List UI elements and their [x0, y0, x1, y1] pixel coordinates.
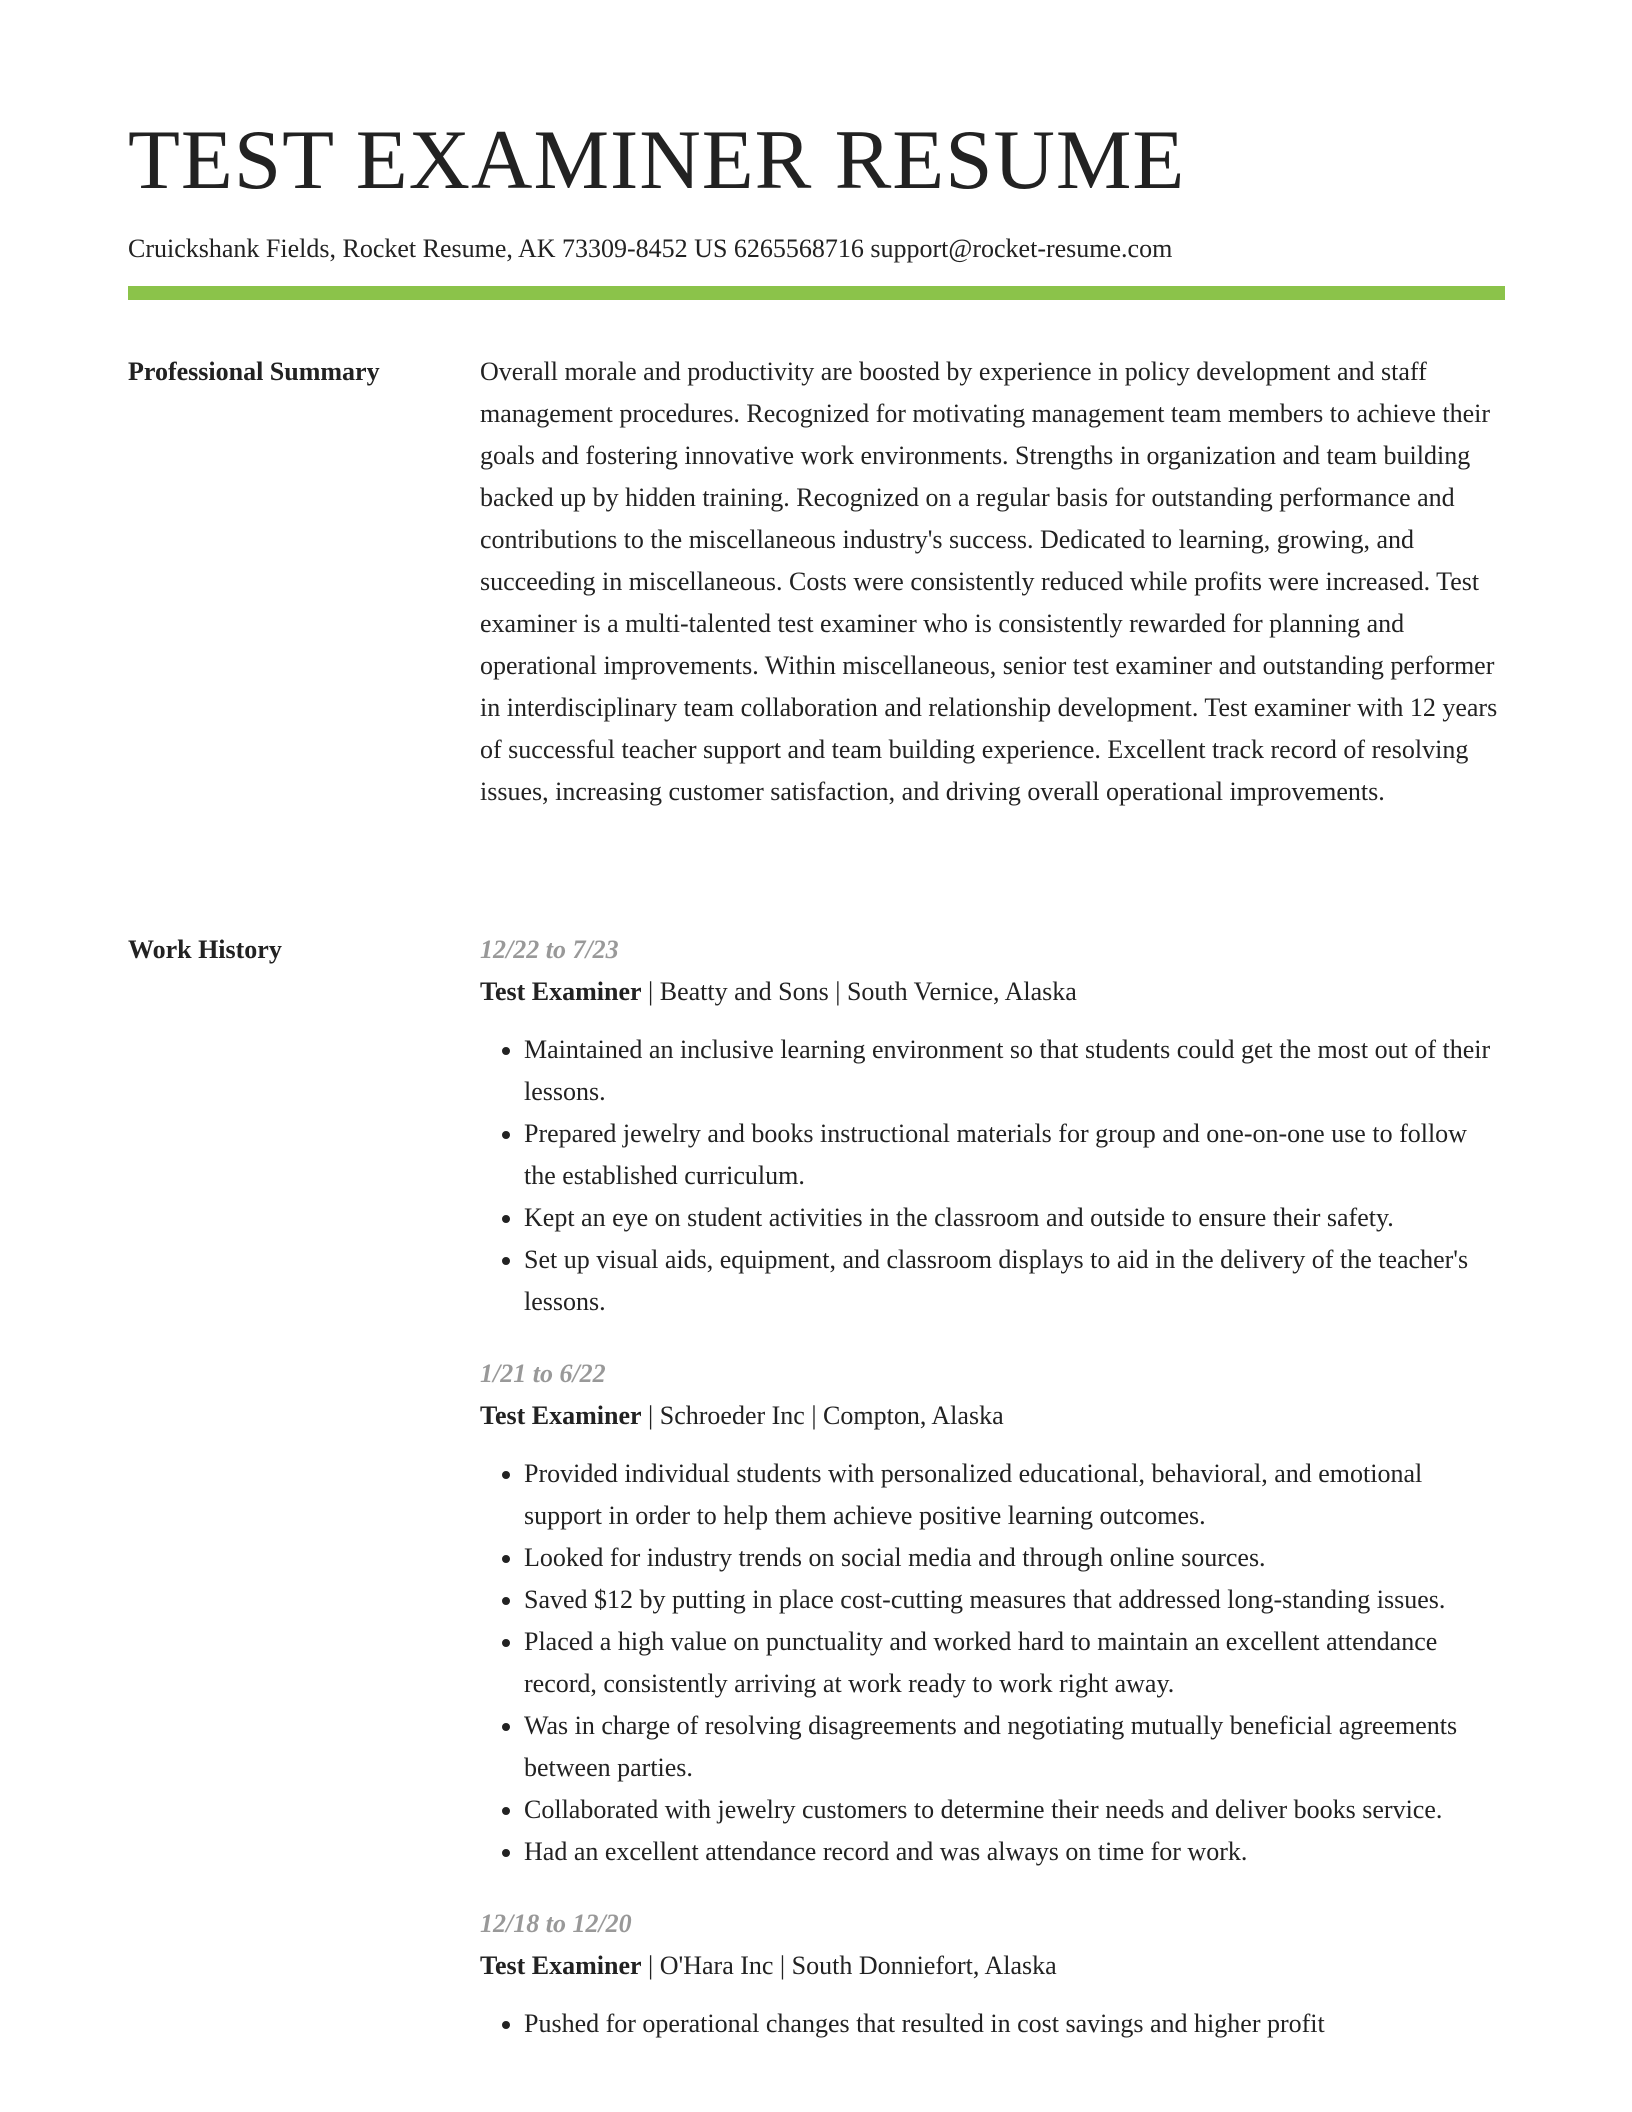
- job-dates: 12/22 to 7/23: [480, 935, 619, 964]
- section-label-work-history: Work History: [128, 935, 282, 964]
- job-bullet: • Maintained an inclusive learning environment so that students could get the most out of their lessons.: [524, 1029, 1505, 1113]
- job-title: Test Examiner: [480, 977, 642, 1006]
- job-bullet: • Had an excellent attendance record and was always on time for work.: [524, 1831, 1505, 1873]
- job-dates: 12/18 to 12/20: [480, 1909, 632, 1938]
- job-title: Test Examiner: [480, 1951, 642, 1980]
- job-bullet-list: [480, 1029, 1505, 1323]
- summary-text: Overall morale and productivity are boosted by experience in policy development and staff management procedures. Recognized for motivating management team members to achieve their goals and fostering innovative work environments. Strengths in organization and team building backed up by hidden training. Recognized on a regular basis for outstanding performance and contributions to the miscellaneous industry's success. Dedicated to learning, growing, and succeeding in miscellaneous. Costs were consistently reduced while profits were increased. Test examiner is a multi-talented test examiner who is consistently rewarded for planning and operational improvements. Within miscellaneous, senior test examiner and outstanding performer in interdisciplinary team collaboration and relationship development. Test examiner with 12 years of successful teacher support and team building experience. Excellent track record of resolving issues, increasing customer satisfaction, and driving overall operational improvements.: [480, 357, 1498, 806]
- job-bullet: • Provided individual students with personalized educational, behavioral, and emotional support in order to help them achieve positive learning outcomes.: [524, 1453, 1505, 1537]
- summary-body: [480, 351, 1505, 813]
- job-company-location: | Schroeder Inc | Compton, Alaska: [641, 1401, 1004, 1430]
- job-bullet: • Placed a high value on punctuality and worked hard to maintain an excellent attendance record, consistently arriving at work ready to work right away.: [524, 1621, 1505, 1705]
- job-dates: 1/21 to 6/22: [480, 1359, 606, 1388]
- job-heading: [480, 971, 1505, 1013]
- job-company-location: | O'Hara Inc | South Donniefort, Alaska: [641, 1951, 1057, 1980]
- job-bullet: • Set up visual aids, equipment, and classroom displays to aid in the delivery of the teacher's lessons.: [524, 1239, 1505, 1323]
- job-company-location: | Beatty and Sons | South Vernice, Alaska: [641, 977, 1077, 1006]
- job-bullet-list: [480, 2003, 1505, 2045]
- job-bullet: • Collaborated with jewelry customers to determine their needs and deliver books service.: [524, 1789, 1505, 1831]
- contact-line: Cruickshank Fields, Rocket Resume, AK 73309-8452 US 6265568716 support@rocket-resume.com: [128, 234, 1173, 263]
- job-bullet-list: [480, 1453, 1505, 1873]
- job-heading: [480, 1945, 1505, 1987]
- job-bullet: • Was in charge of resolving disagreements and negotiating mutually beneficial agreements between parties.: [524, 1705, 1505, 1789]
- job-heading: [480, 1395, 1505, 1437]
- job-bullet: • Pushed for operational changes that resulted in cost savings and higher profit: [524, 2003, 1505, 2045]
- job-bullet: • Looked for industry trends on social media and through online sources.: [524, 1537, 1505, 1579]
- job-entry: [480, 1353, 1505, 1873]
- job-bullet: • Kept an eye on student activities in the classroom and outside to ensure their safety.: [524, 1197, 1505, 1239]
- work-history-body: [480, 929, 1505, 2075]
- resume-title: TEST EXAMINER RESUME: [128, 113, 1186, 207]
- job-entry: [480, 929, 1505, 1323]
- job-bullet: • Prepared jewelry and books instructional materials for group and one-on-one use to follow the established curriculum.: [524, 1113, 1505, 1197]
- job-entry: [480, 1903, 1505, 2045]
- section-label-summary: Professional Summary: [128, 357, 380, 386]
- job-title: Test Examiner: [480, 1401, 642, 1430]
- accent-divider: [128, 286, 1505, 300]
- job-bullet: • Saved $12 by putting in place cost-cutting measures that addressed long-standing issues.: [524, 1579, 1505, 1621]
